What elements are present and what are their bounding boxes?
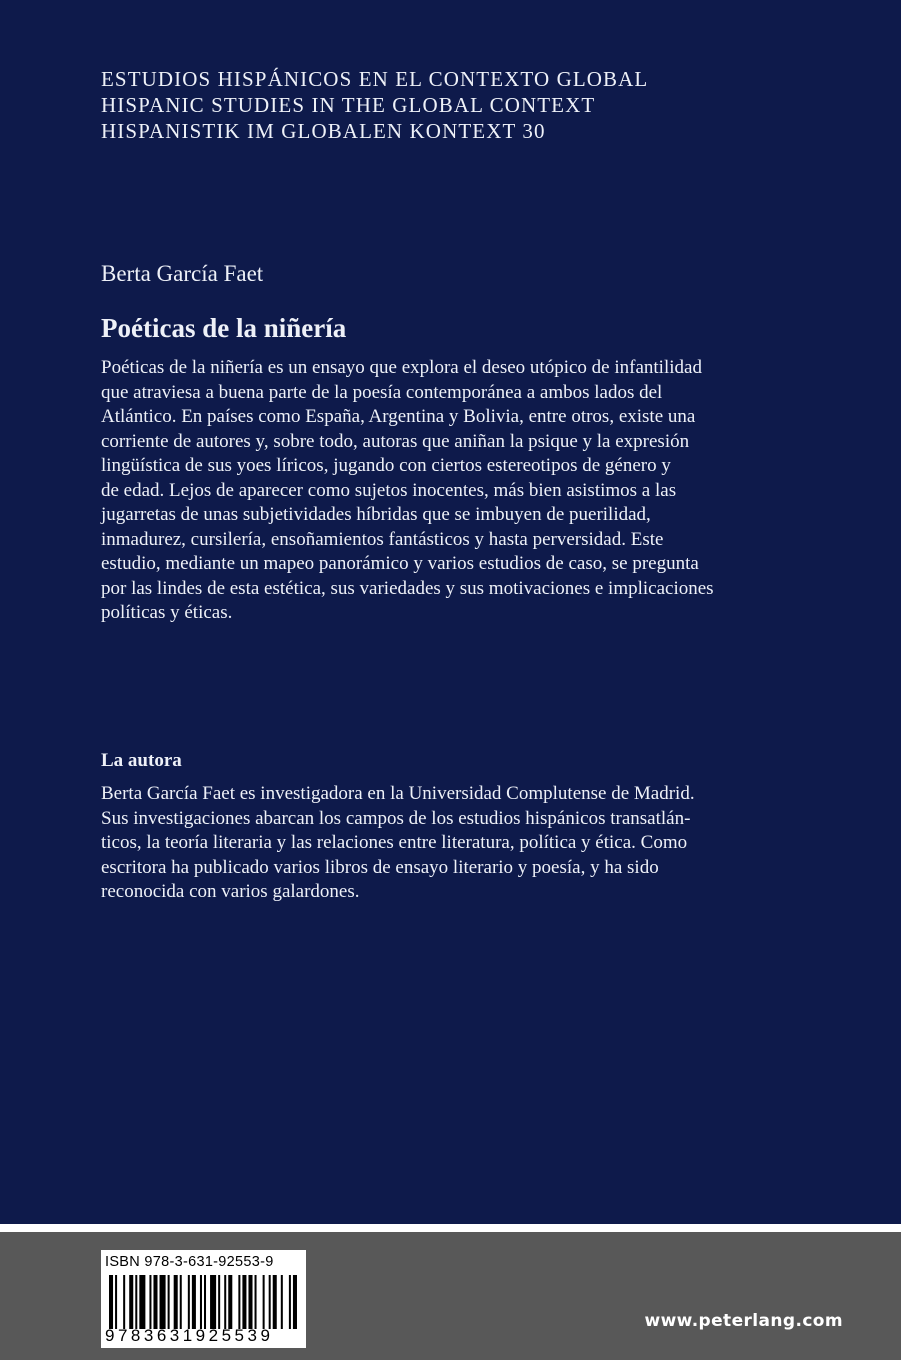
barcode-bar <box>263 1275 265 1329</box>
series-line-german: HISPANISTIK IM GLOBALEN KONTEXT 30 <box>101 119 546 143</box>
barcode-bar <box>228 1275 232 1329</box>
abstract-line: Poéticas de la niñería es un ensayo que explora el deseo utópico de infantilidad <box>101 357 702 378</box>
barcode-bar <box>248 1275 252 1329</box>
isbn-barcode <box>101 1250 306 1348</box>
barcode-bar <box>224 1275 226 1329</box>
series-line-spanish: ESTUDIOS HISPÁNICOS EN EL CONTEXTO GLOBAL <box>101 67 649 91</box>
abstract-line: políticas y éticas. <box>101 602 233 623</box>
barcode-bar <box>192 1275 196 1329</box>
barcode-bar <box>180 1275 182 1329</box>
barcode-digits: 9783631925539 <box>105 1326 274 1345</box>
barcode-bar <box>204 1275 206 1329</box>
series-line-english: HISPANIC STUDIES IN THE GLOBAL CONTEXT <box>101 93 596 117</box>
abstract-line: estudio, mediante un mapeo panorámico y varios estudios de caso, se pregunta <box>101 553 699 574</box>
about-line: ticos, la teoría literaria y las relaciones entre literatura, política y ética. Como <box>101 832 688 853</box>
abstract-line: lingüística de sus yoes líricos, jugando con ciertos estereotipos de género y <box>101 455 671 476</box>
barcode-bar <box>293 1275 297 1329</box>
barcode-bar <box>200 1275 202 1329</box>
book-abstract <box>101 356 841 626</box>
about-line: Sus investigaciones abarcan los campos de los estudios hispánicos transatlán- <box>101 807 691 829</box>
barcode-bar <box>135 1275 137 1329</box>
about-line: Berta García Faet es investigadora en la Universidad Complutense de Madrid. <box>101 783 695 804</box>
barcode-bar <box>188 1275 190 1329</box>
book-title: Poéticas de la niñería <box>101 313 347 343</box>
publisher-website: www.peterlang.com <box>644 1311 843 1331</box>
abstract-line: de edad. Lejos de aparecer como sujetos inocentes, más bien asistimos a las <box>101 479 677 501</box>
barcode-bar <box>242 1275 246 1329</box>
barcode-bar <box>129 1275 133 1329</box>
abstract-line: por las lindes de esta estética, sus variedades y sus motivaciones e implicaciones <box>101 577 714 599</box>
barcode-bar <box>139 1275 145 1329</box>
about-line: reconocida con varios galardones. <box>101 881 360 902</box>
about-line: escritora ha publicado varios libros de ensayo literario y poesía, y ha sido <box>101 856 659 878</box>
abstract-line: inmadurez, cursilería, ensoñamientos fantásticos y hasta perversidad. Este <box>101 528 664 550</box>
barcode-bar <box>109 1275 113 1329</box>
barcode-bar <box>218 1275 220 1329</box>
series-title <box>101 66 841 144</box>
barcode-bar <box>123 1275 125 1329</box>
barcode-bar <box>255 1275 257 1329</box>
barcode-bars <box>109 1275 299 1329</box>
abstract-line: que atraviesa a buena parte de la poesía contemporánea a ambos lados del <box>101 381 663 403</box>
author-name: Berta García Faet <box>101 261 264 286</box>
about-author-heading: La autora <box>101 750 182 771</box>
about-author-text <box>101 782 841 905</box>
barcode-bar <box>238 1275 240 1329</box>
abstract-line: Atlántico. En países como España, Argentina y Bolivia, entre otros, existe una <box>101 406 696 427</box>
abstract-line: corriente de autores y, sobre todo, autoras que aniñan la psique y la expresión <box>101 430 690 452</box>
barcode-bar <box>281 1275 283 1329</box>
isbn-label: ISBN 978-3-631-92553-9 <box>105 1254 274 1270</box>
barcode-bar <box>160 1275 166 1329</box>
barcode-bar <box>269 1275 271 1329</box>
divider-rule <box>0 1224 901 1232</box>
barcode-bar <box>289 1275 291 1329</box>
barcode-bar <box>168 1275 170 1329</box>
barcode-bar <box>115 1275 117 1329</box>
barcode-bar <box>153 1275 157 1329</box>
barcode-bar <box>273 1275 277 1329</box>
barcode-bar <box>149 1275 151 1329</box>
cover-footer <box>0 1232 901 1360</box>
abstract-line: jugarretas de unas subjetividades híbridas que se imbuyen de puerilidad, <box>101 504 651 525</box>
barcode-bar <box>210 1275 216 1329</box>
barcode-bar <box>174 1275 178 1329</box>
